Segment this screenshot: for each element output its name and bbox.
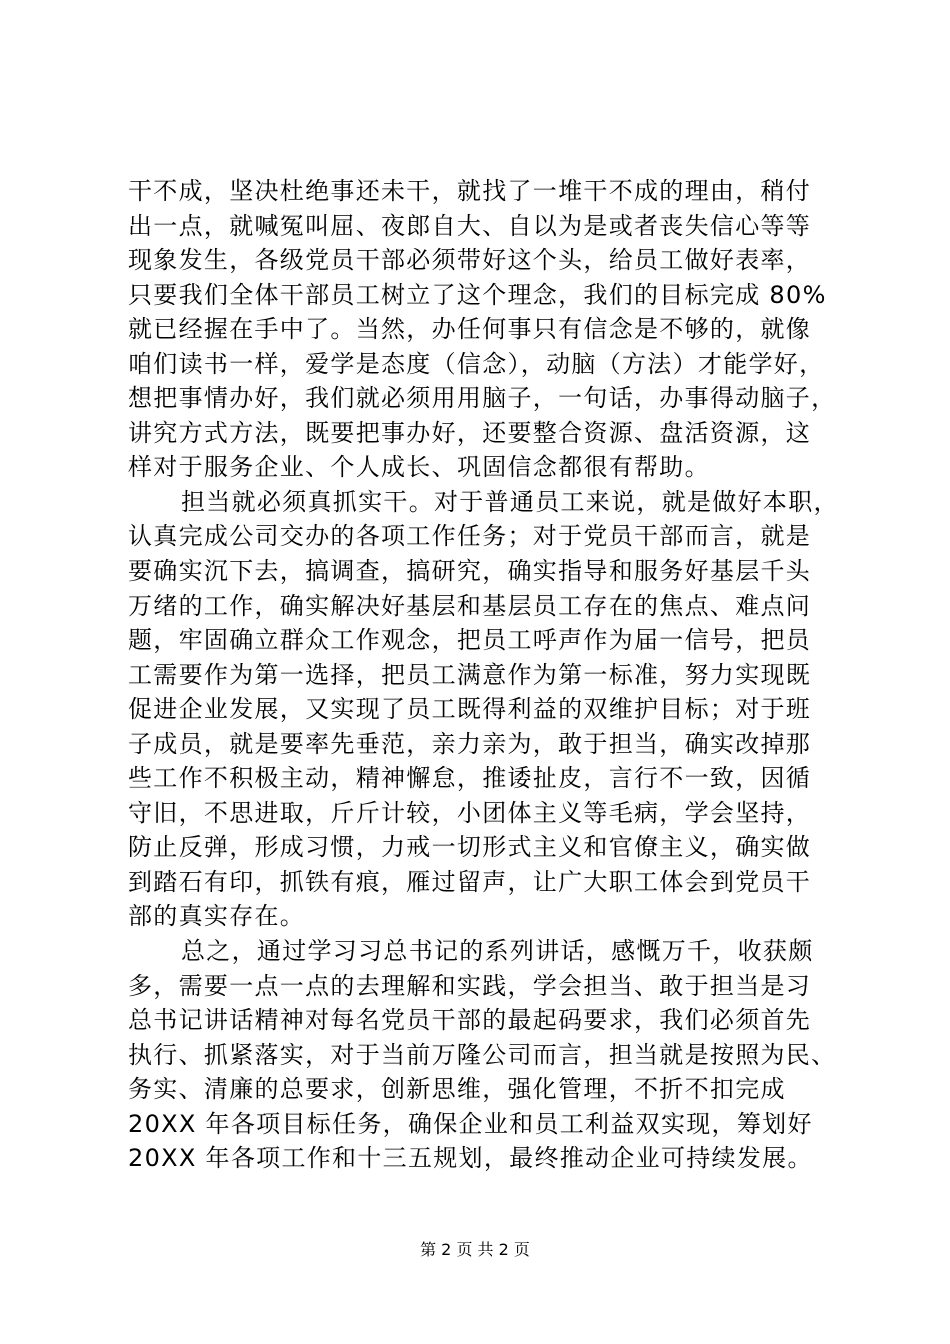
text-line: 题，牢固确立群众工作观念，把员工呼声作为届一信号，把员 xyxy=(128,626,812,655)
text-line: 万绪的工作，确实解决好基层和基层员工存在的焦点、难点问 xyxy=(128,591,812,620)
paragraph xyxy=(128,934,840,1176)
text-line: 认真完成公司交办的各项工作任务；对于党员干部而言，就是 xyxy=(128,522,812,551)
text-line: 务实、清廉的总要求，创新思维，强化管理，不折不扣完成 xyxy=(128,1075,786,1104)
text-line: 到踏石有印，抓铁有痕，雁过留声，让广大职工体会到党员干 xyxy=(128,867,812,896)
text-line: 促进企业发展，又实现了员工既得利益的双维护目标；对于班 xyxy=(128,695,812,724)
text-line: 样对于服务企业、个人成长、巩固信念都很有帮助。 xyxy=(128,453,710,482)
text-line: 要确实沉下去，搞调查，搞研究，确实指导和服务好基层千头 xyxy=(128,557,812,586)
text-line: 只要我们全体干部员工树立了这个理念，我们的目标完成 80% xyxy=(128,280,827,309)
text-line: 守旧，不思进取，斤斤计较，小团体主义等毛病，学会坚持， xyxy=(128,798,812,827)
text-line: 担当就必须真抓实干。对于普通员工来说，就是做好本职， xyxy=(181,487,839,516)
text-line: 执行、抓紧落实，对于当前万隆公司而言，担当就是按照为民、 xyxy=(128,1040,837,1069)
text-line: 现象发生，各级党员干部必须带好这个头，给员工做好表率， xyxy=(128,246,812,275)
paragraph xyxy=(128,485,840,934)
text-line: 干不成，坚决杜绝事还未干，就找了一堆干不成的理由，稍付 xyxy=(128,177,812,205)
text-line: 讲究方式方法，既要把事办好，还要整合资源、盘活资源，这 xyxy=(128,418,812,447)
text-line: 咱们读书一样，爱学是态度（信念），动脑（方法）才能学好， xyxy=(128,349,825,378)
paragraph xyxy=(128,174,840,485)
page-footer: 第 2 页 共 2 页 xyxy=(420,1240,530,1259)
text-line: 就已经握在手中了。当然，办任何事只有信念是不够的，就像 xyxy=(128,315,812,344)
text-line: 出一点，就喊冤叫屈、夜郎自大、自以为是或者丧失信心等等 xyxy=(128,211,812,240)
text-line: 工需要作为第一选择，把员工满意作为第一标准，努力实现既 xyxy=(128,660,812,689)
document-body xyxy=(128,174,840,1176)
text-line: 多，需要一点一点的去理解和实践，学会担当、敢于担当是习 xyxy=(128,971,812,1000)
text-line: 想把事情办好，我们就必须用用脑子，一句话，办事得动脑子， xyxy=(128,384,837,413)
text-line: 总之，通过学习习总书记的系列讲话，感慨万千，收获颇 xyxy=(181,937,814,966)
text-line: 20XX 年各项工作和十三五规划，最终推动企业可持续发展。 xyxy=(128,1144,813,1173)
text-line: 总书记讲话精神对每名党员干部的最起码要求，我们必须首先 xyxy=(128,1006,812,1035)
text-line: 子成员，就是要率先垂范，亲力亲为，敢于担当，确实改掉那 xyxy=(128,729,812,758)
text-line: 些工作不积极主动，精神懈怠，推诿扯皮，言行不一致，因循 xyxy=(128,764,812,793)
text-line: 20XX 年各项目标任务，确保企业和员工利益双实现，筹划好 xyxy=(128,1109,813,1138)
text-line: 防止反弹，形成习惯，力戒一切形式主义和官僚主义，确实做 xyxy=(128,833,812,862)
text-line: 部的真实存在。 xyxy=(128,902,306,931)
